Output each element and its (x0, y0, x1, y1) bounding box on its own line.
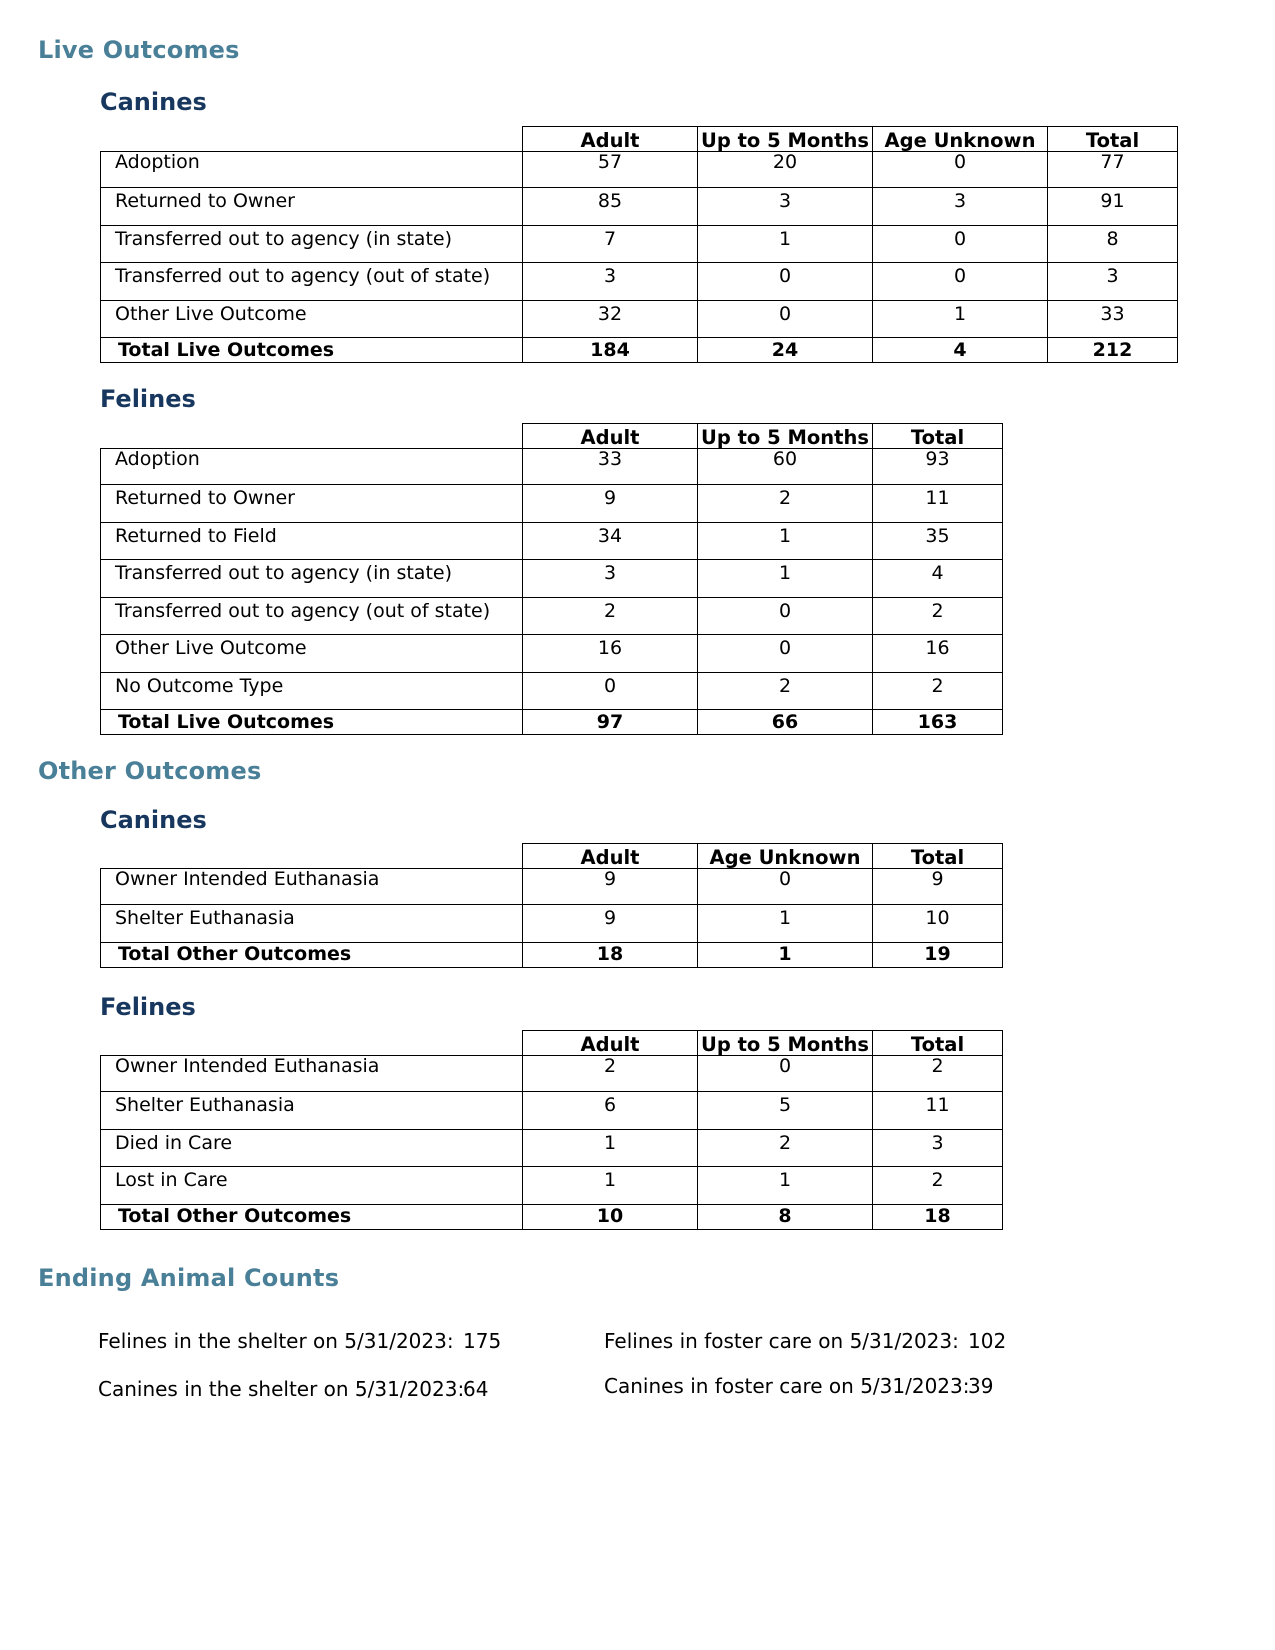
ending-counts-heading: Ending Animal Counts (38, 1264, 340, 1292)
cell-value: 1 (698, 225, 873, 263)
table-row (101, 152, 1178, 188)
table-row (101, 485, 1003, 523)
table-row (101, 1056, 1003, 1092)
cell-value: 1 (523, 1167, 698, 1205)
cell-value: 16 (523, 635, 698, 673)
column-header: Adult (523, 1031, 698, 1056)
cell-value: 1 (523, 1129, 698, 1167)
total-row (101, 942, 1003, 967)
column-header: Adult (523, 844, 698, 869)
other-outcomes-heading: Other Outcomes (38, 757, 262, 785)
row-label: Owner Intended Euthanasia (101, 869, 523, 905)
cell-value: 33 (523, 449, 698, 485)
row-label: Owner Intended Euthanasia (101, 1056, 523, 1092)
cell-value: 11 (873, 1092, 1003, 1130)
live-outcomes-heading: Live Outcomes (38, 36, 240, 64)
cell-value: 2 (873, 672, 1003, 710)
felines-shelter-label: Felines in the shelter on 5/31/2023: (98, 1329, 454, 1353)
cell-value: 3 (873, 1129, 1003, 1167)
cell-value: 0 (698, 869, 873, 905)
row-label: Died in Care (101, 1129, 523, 1167)
live-canines-heading: Canines (100, 88, 207, 116)
cell-value: 7 (523, 225, 698, 263)
cell-value: 0 (873, 263, 1048, 301)
cell-value: 8 (698, 1204, 873, 1229)
row-label: Total Live Outcomes (101, 710, 523, 735)
cell-value: 0 (698, 597, 873, 635)
canines-foster-label: Canines in foster care on 5/31/2023: (604, 1374, 970, 1398)
table-row (101, 225, 1178, 263)
table-row (101, 522, 1003, 560)
cell-value: 18 (873, 1204, 1003, 1229)
cell-value: 4 (873, 560, 1003, 598)
cell-value: 9 (523, 869, 698, 905)
table-row (101, 1129, 1003, 1167)
live-felines-table (100, 423, 1003, 735)
row-label: No Outcome Type (101, 672, 523, 710)
header-blank (101, 1031, 523, 1056)
cell-value: 1 (873, 300, 1048, 338)
row-label: Other Live Outcome (101, 635, 523, 673)
row-label: Returned to Field (101, 522, 523, 560)
table-row (101, 560, 1003, 598)
cell-value: 11 (873, 485, 1003, 523)
cell-value: 85 (523, 188, 698, 226)
cell-value: 97 (523, 710, 698, 735)
table-row (101, 263, 1178, 301)
column-header: Total (873, 1031, 1003, 1056)
column-header: Up to 5 Months (698, 424, 873, 449)
cell-value: 3 (523, 263, 698, 301)
column-header: Age Unknown (698, 844, 873, 869)
column-header: Adult (523, 127, 698, 152)
table-row (101, 635, 1003, 673)
cell-value: 0 (698, 635, 873, 673)
cell-value: 2 (698, 485, 873, 523)
cell-value: 91 (1048, 188, 1178, 226)
column-header: Age Unknown (873, 127, 1048, 152)
cell-value: 34 (523, 522, 698, 560)
cell-value: 32 (523, 300, 698, 338)
cell-value: 2 (698, 672, 873, 710)
cell-value: 19 (873, 942, 1003, 967)
row-label: Shelter Euthanasia (101, 905, 523, 943)
cell-value: 1 (698, 560, 873, 598)
cell-value: 10 (523, 1204, 698, 1229)
cell-value: 0 (698, 1056, 873, 1092)
row-label: Adoption (101, 152, 523, 188)
cell-value: 1 (698, 522, 873, 560)
column-header: Total (1048, 127, 1178, 152)
live-felines-heading: Felines (100, 385, 196, 413)
cell-value: 0 (523, 672, 698, 710)
cell-value: 0 (873, 152, 1048, 188)
cell-value: 35 (873, 522, 1003, 560)
cell-value: 93 (873, 449, 1003, 485)
cell-value: 8 (1048, 225, 1178, 263)
cell-value: 2 (873, 1056, 1003, 1092)
cell-value: 3 (1048, 263, 1178, 301)
other-canines-table (100, 843, 1003, 968)
row-label: Total Other Outcomes (101, 942, 523, 967)
cell-value: 4 (873, 338, 1048, 363)
column-header: Up to 5 Months (698, 1031, 873, 1056)
cell-value: 2 (698, 1129, 873, 1167)
other-canines-heading: Canines (100, 806, 207, 834)
cell-value: 77 (1048, 152, 1178, 188)
cell-value: 2 (523, 597, 698, 635)
cell-value: 3 (873, 188, 1048, 226)
cell-value: 0 (873, 225, 1048, 263)
row-label: Lost in Care (101, 1167, 523, 1205)
row-label: Adoption (101, 449, 523, 485)
cell-value: 1 (698, 905, 873, 943)
cell-value: 163 (873, 710, 1003, 735)
cell-value: 60 (698, 449, 873, 485)
table-row (101, 188, 1178, 226)
table-row (101, 597, 1003, 635)
cell-value: 9 (523, 485, 698, 523)
cell-value: 24 (698, 338, 873, 363)
table-row (101, 300, 1178, 338)
cell-value: 3 (698, 188, 873, 226)
cell-value: 0 (698, 263, 873, 301)
felines-shelter-value: 175 (463, 1329, 502, 1353)
cell-value: 16 (873, 635, 1003, 673)
other-felines-heading: Felines (100, 993, 196, 1021)
total-row (101, 1204, 1003, 1229)
table-row (101, 1167, 1003, 1205)
row-label: Transferred out to agency (in state) (101, 560, 523, 598)
felines-foster-value: 102 (968, 1329, 1007, 1353)
row-label: Returned to Owner (101, 485, 523, 523)
row-label: Total Other Outcomes (101, 1204, 523, 1229)
table-row (101, 672, 1003, 710)
cell-value: 9 (523, 905, 698, 943)
cell-value: 57 (523, 152, 698, 188)
cell-value: 33 (1048, 300, 1178, 338)
column-header: Up to 5 Months (698, 127, 873, 152)
cell-value: 1 (698, 942, 873, 967)
row-label: Transferred out to agency (out of state) (101, 597, 523, 635)
cell-value: 0 (698, 300, 873, 338)
other-felines-table (100, 1030, 1003, 1230)
cell-value: 6 (523, 1092, 698, 1130)
header-blank (101, 424, 523, 449)
row-label: Other Live Outcome (101, 300, 523, 338)
cell-value: 2 (873, 597, 1003, 635)
row-label: Total Live Outcomes (101, 338, 523, 363)
cell-value: 2 (523, 1056, 698, 1092)
cell-value: 5 (698, 1092, 873, 1130)
felines-foster-label: Felines in foster care on 5/31/2023: (604, 1329, 959, 1353)
row-label: Returned to Owner (101, 188, 523, 226)
canines-foster-value: 39 (968, 1374, 994, 1398)
canines-shelter-value: 64 (463, 1377, 489, 1401)
cell-value: 1 (698, 1167, 873, 1205)
table-row (101, 905, 1003, 943)
header-blank (101, 844, 523, 869)
table-row (101, 1092, 1003, 1130)
column-header: Total (873, 844, 1003, 869)
table-row (101, 449, 1003, 485)
cell-value: 2 (873, 1167, 1003, 1205)
column-header: Total (873, 424, 1003, 449)
total-row (101, 710, 1003, 735)
row-label: Transferred out to agency (in state) (101, 225, 523, 263)
column-header: Adult (523, 424, 698, 449)
cell-value: 3 (523, 560, 698, 598)
row-label: Transferred out to agency (out of state) (101, 263, 523, 301)
cell-value: 66 (698, 710, 873, 735)
table-row (101, 869, 1003, 905)
live-canines-table (100, 126, 1178, 363)
cell-value: 9 (873, 869, 1003, 905)
canines-shelter-label: Canines in the shelter on 5/31/2023: (98, 1377, 465, 1401)
cell-value: 20 (698, 152, 873, 188)
cell-value: 184 (523, 338, 698, 363)
header-blank (101, 127, 523, 152)
total-row (101, 338, 1178, 363)
cell-value: 212 (1048, 338, 1178, 363)
cell-value: 10 (873, 905, 1003, 943)
row-label: Shelter Euthanasia (101, 1092, 523, 1130)
cell-value: 18 (523, 942, 698, 967)
